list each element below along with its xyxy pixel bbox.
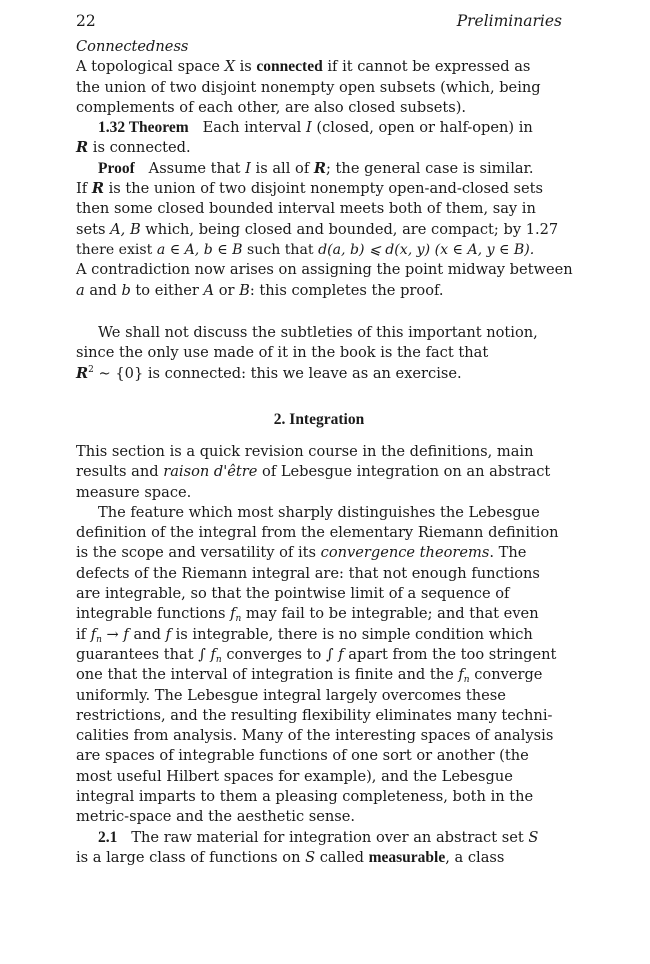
connectedness-section [76, 37, 573, 301]
remark-line: We shall not discuss the subtleties of this important notion, [98, 324, 538, 341]
proof-line: then some closed bounded interval meets both of them, say in [76, 200, 536, 218]
defined-term: connected [256, 58, 323, 76]
body-line: defects of the Riemann integral are: that not enough functions [76, 564, 540, 582]
body-line: 2.1 The raw material for integration over an abstract set S [98, 828, 539, 846]
body-line: is the scope and versatility of its convergence theorems. The [76, 544, 527, 562]
body-line: guarantees that ∫ $f_n$ converges to ∫ f apart from the too stringent [76, 645, 557, 665]
proof-line: If R is the union of two disjoint nonempty open-and-closed sets [76, 180, 544, 198]
remark-line: since the only use made of it in the book is the fact that [76, 344, 489, 362]
body-line: results and raison d'être of Lebesgue integration on an abstract [76, 463, 551, 481]
remark-line: $R^2$ ∼ {0} is connected: this we leave as an exercise. [76, 364, 462, 382]
body-line: definition of the integral from the elementary Riemann definition [76, 524, 559, 542]
remark-paragraph [76, 323, 562, 384]
page-number: 22 [76, 12, 96, 30]
definition-line: complements of each other, are also closed subsets). [76, 98, 467, 116]
integration-intro [76, 442, 562, 868]
proof-line: sets A, B which, being closed and bounded, are compact; by 1.27 [76, 220, 559, 238]
proof-label: Proof [98, 159, 135, 177]
body-line: if $f_n \to f$ and f is integrable, there is no simple condition which [76, 625, 533, 645]
body-line: most useful Hilbert spaces for example), and the Lebesgue [76, 767, 513, 785]
running-head: Preliminaries [456, 12, 562, 30]
body-line: The feature which most sharply distinguishes the Lebesgue [98, 503, 540, 521]
body-line: integrable functions $f_n$ may fail to be integrable; and that even [76, 605, 539, 625]
theorem-line: R is connected. [76, 139, 191, 157]
proof-line: Proof Assume that I is all of R; the general case is similar. [98, 159, 534, 177]
body-line: This section is a quick revision course in the definitions, main [76, 443, 534, 460]
proof-line: a and b to either A or B: this completes the proof. [76, 281, 444, 299]
definition-line: A topological space X is connected if it cannot be expressed as [76, 58, 531, 76]
theorem-line: 1.32 Theorem Each interval I (closed, open or half-open) in [98, 119, 533, 137]
body-line: are integrable, so that the pointwise limit of a sequence of [76, 585, 510, 603]
body-line: are spaces of integrable functions of one sort or another (the [76, 747, 529, 765]
body-line: one that the interval of integration is finite and the $f_n$ converge [76, 666, 543, 686]
body-line: measure space. [76, 483, 192, 501]
body-line: restrictions, and the resulting flexibility eliminates many techni- [76, 706, 553, 724]
body-line: calities from analysis. Many of the interesting spaces of analysis [76, 727, 554, 745]
page-header [76, 12, 562, 34]
body-line: uniformly. The Lebesgue integral largely overcomes these [76, 686, 506, 704]
theorem-label: 1.32 Theorem [98, 119, 189, 137]
proof-line: there exist a ∈ A, b ∈ B such that d(a, b) ⩽ d(x, y) (x ∈ A, y ∈ B). [76, 241, 535, 258]
body-line: integral imparts to them a pleasing completeness, both in the [76, 788, 534, 806]
section-subheading: Connectedness [76, 38, 189, 55]
definition-line: the union of two disjoint nonempty open subsets (which, being [76, 78, 541, 96]
section-heading: 2. Integration [273, 411, 365, 428]
defined-term: measurable [368, 848, 446, 866]
item-number: 2.1 [98, 828, 118, 846]
body-line: metric-space and the aesthetic sense. [76, 808, 356, 826]
body-line: is a large class of functions on S called measurable, a class [76, 848, 505, 866]
proof-line: A contradiction now arises on assigning the point midway between [76, 261, 573, 279]
